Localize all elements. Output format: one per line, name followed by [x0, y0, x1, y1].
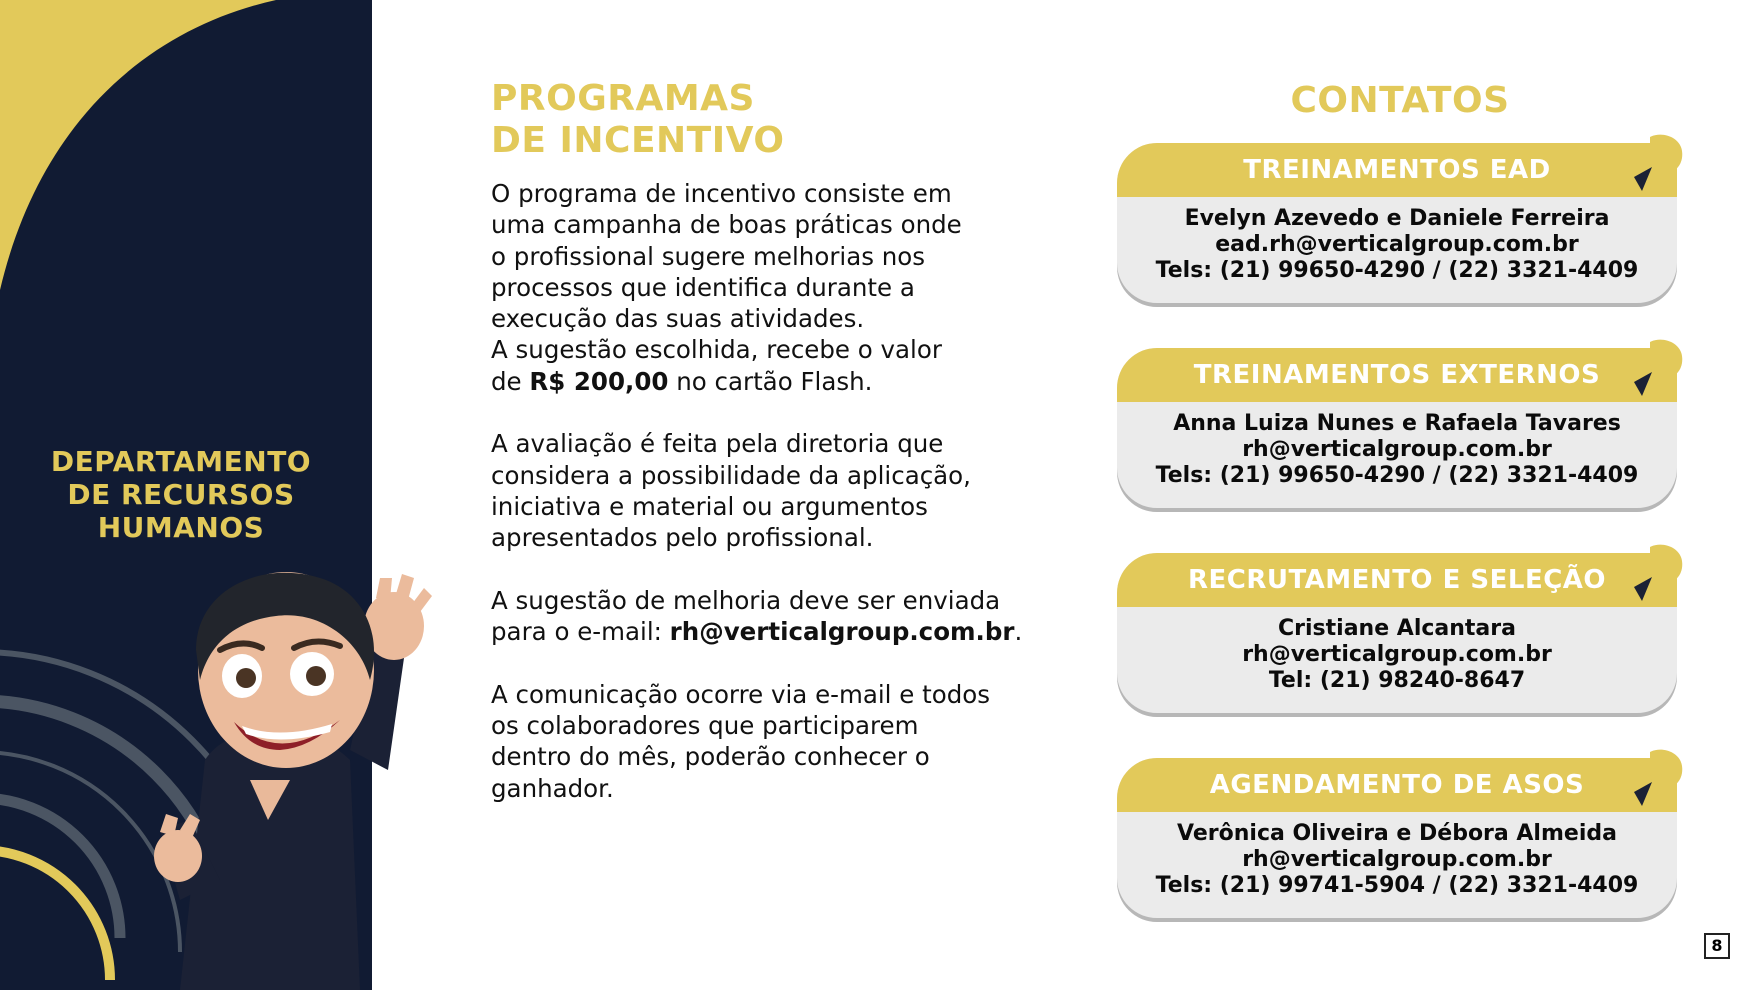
reward-suffix: no cartão Flash.	[668, 366, 873, 396]
card-header: TREINAMENTOS EAD	[1117, 143, 1677, 197]
contact-phones: Tel: (21) 98240-8647	[1268, 668, 1526, 693]
text-line: execução das suas atividades.	[491, 304, 865, 334]
card-header: TREINAMENTOS EXTERNOS	[1117, 348, 1677, 402]
card-header: RECRUTAMENTO E SELEÇÃO	[1117, 553, 1677, 607]
card-header: AGENDAMENTO DE ASOS	[1117, 758, 1677, 812]
text-line: iniciativa e material ou argumentos	[491, 491, 928, 521]
email-prefix: para o e-mail:	[491, 617, 670, 647]
text-line: os colaboradores que participarem	[491, 711, 919, 741]
text-line: o profissional sugere melhorias nos	[491, 241, 926, 271]
department-title-line: HUMANOS	[97, 511, 265, 544]
pointer-hand-icon	[1632, 541, 1688, 601]
contact-phones: Tels: (21) 99650-4290 / (22) 3321-4409	[1155, 258, 1639, 283]
text-line: considera a possibilidade da aplicação,	[491, 460, 971, 490]
text-line: O programa de incentivo consiste em	[491, 179, 952, 208]
contact-phones: Tels: (21) 99741-5904 / (22) 3321-4409	[1155, 873, 1639, 898]
pointer-hand-icon	[1632, 336, 1688, 396]
contact-email[interactable]: ead.rh@verticalgroup.com.br	[1215, 232, 1579, 257]
contact-email[interactable]: rh@verticalgroup.com.br	[1242, 847, 1552, 872]
department-title-line: DE RECURSOS	[67, 478, 295, 511]
text-line: A avaliação é feita pela diretoria que	[491, 429, 944, 459]
text-line-email	[491, 616, 1051, 647]
incentive-programs-section	[491, 78, 1051, 835]
pointer-hand-icon	[1632, 746, 1688, 806]
text-line: ganhador.	[491, 773, 614, 803]
contact-phones: Tels: (21) 99650-4290 / (22) 3321-4409	[1155, 463, 1639, 488]
programs-title-line: DE INCENTIVO	[491, 120, 785, 161]
text-line: A comunicação ocorre via e-mail e todos	[491, 679, 991, 709]
card-contact-lines	[1117, 411, 1677, 489]
reward-amount: R$ 200,00	[529, 366, 669, 396]
text-line: apresentados pelo profissional.	[491, 523, 874, 553]
paragraph-communication	[491, 679, 1051, 804]
page-number: 8	[1704, 933, 1730, 959]
contact-names: Cristiane Alcantara	[1278, 616, 1516, 641]
contacts-title: CONTATOS	[1290, 80, 1510, 121]
contact-card-ead	[1117, 143, 1677, 303]
reward-prefix: de	[491, 366, 530, 396]
text-line: A sugestão de melhoria deve ser enviada	[491, 585, 1001, 615]
contact-names: Verônica Oliveira e Débora Almeida	[1177, 821, 1617, 846]
paragraph-evaluation	[491, 428, 1051, 553]
card-contact-lines	[1117, 616, 1677, 694]
card-contact-lines	[1117, 206, 1677, 284]
contact-card-recruitment	[1117, 553, 1677, 713]
submission-email-link[interactable]: rh@verticalgroup.com.br	[669, 617, 1015, 647]
text-line: uma campanha de boas práticas onde	[491, 210, 962, 240]
contact-names: Anna Luiza Nunes e Rafaela Tavares	[1173, 411, 1621, 436]
paragraph-submission	[491, 585, 1051, 648]
contact-email[interactable]: rh@verticalgroup.com.br	[1242, 642, 1552, 667]
contact-card-external-training	[1117, 348, 1677, 508]
contact-card-asos-scheduling	[1117, 758, 1677, 918]
programs-title	[491, 78, 1051, 162]
text-line: A sugestão escolhida, recebe o valor	[491, 335, 942, 365]
pointer-hand-icon	[1632, 131, 1688, 191]
card-contact-lines	[1117, 821, 1677, 899]
programs-title-line: PROGRAMAS	[491, 78, 755, 119]
text-line-reward	[491, 366, 1051, 397]
department-title-line: DEPARTAMENTO	[50, 445, 312, 478]
text-line: dentro do mês, poderão conhecer o	[491, 742, 930, 772]
contact-names: Evelyn Azevedo e Daniele Ferreira	[1184, 206, 1610, 231]
paragraph-program-description	[491, 178, 1051, 397]
email-suffix: .	[1014, 617, 1023, 647]
department-title	[20, 445, 342, 544]
contact-email[interactable]: rh@verticalgroup.com.br	[1242, 437, 1552, 462]
programs-body	[491, 178, 1051, 804]
text-line: processos que identifica durante a	[491, 272, 915, 302]
cheering-mascot-illustration	[150, 570, 480, 990]
